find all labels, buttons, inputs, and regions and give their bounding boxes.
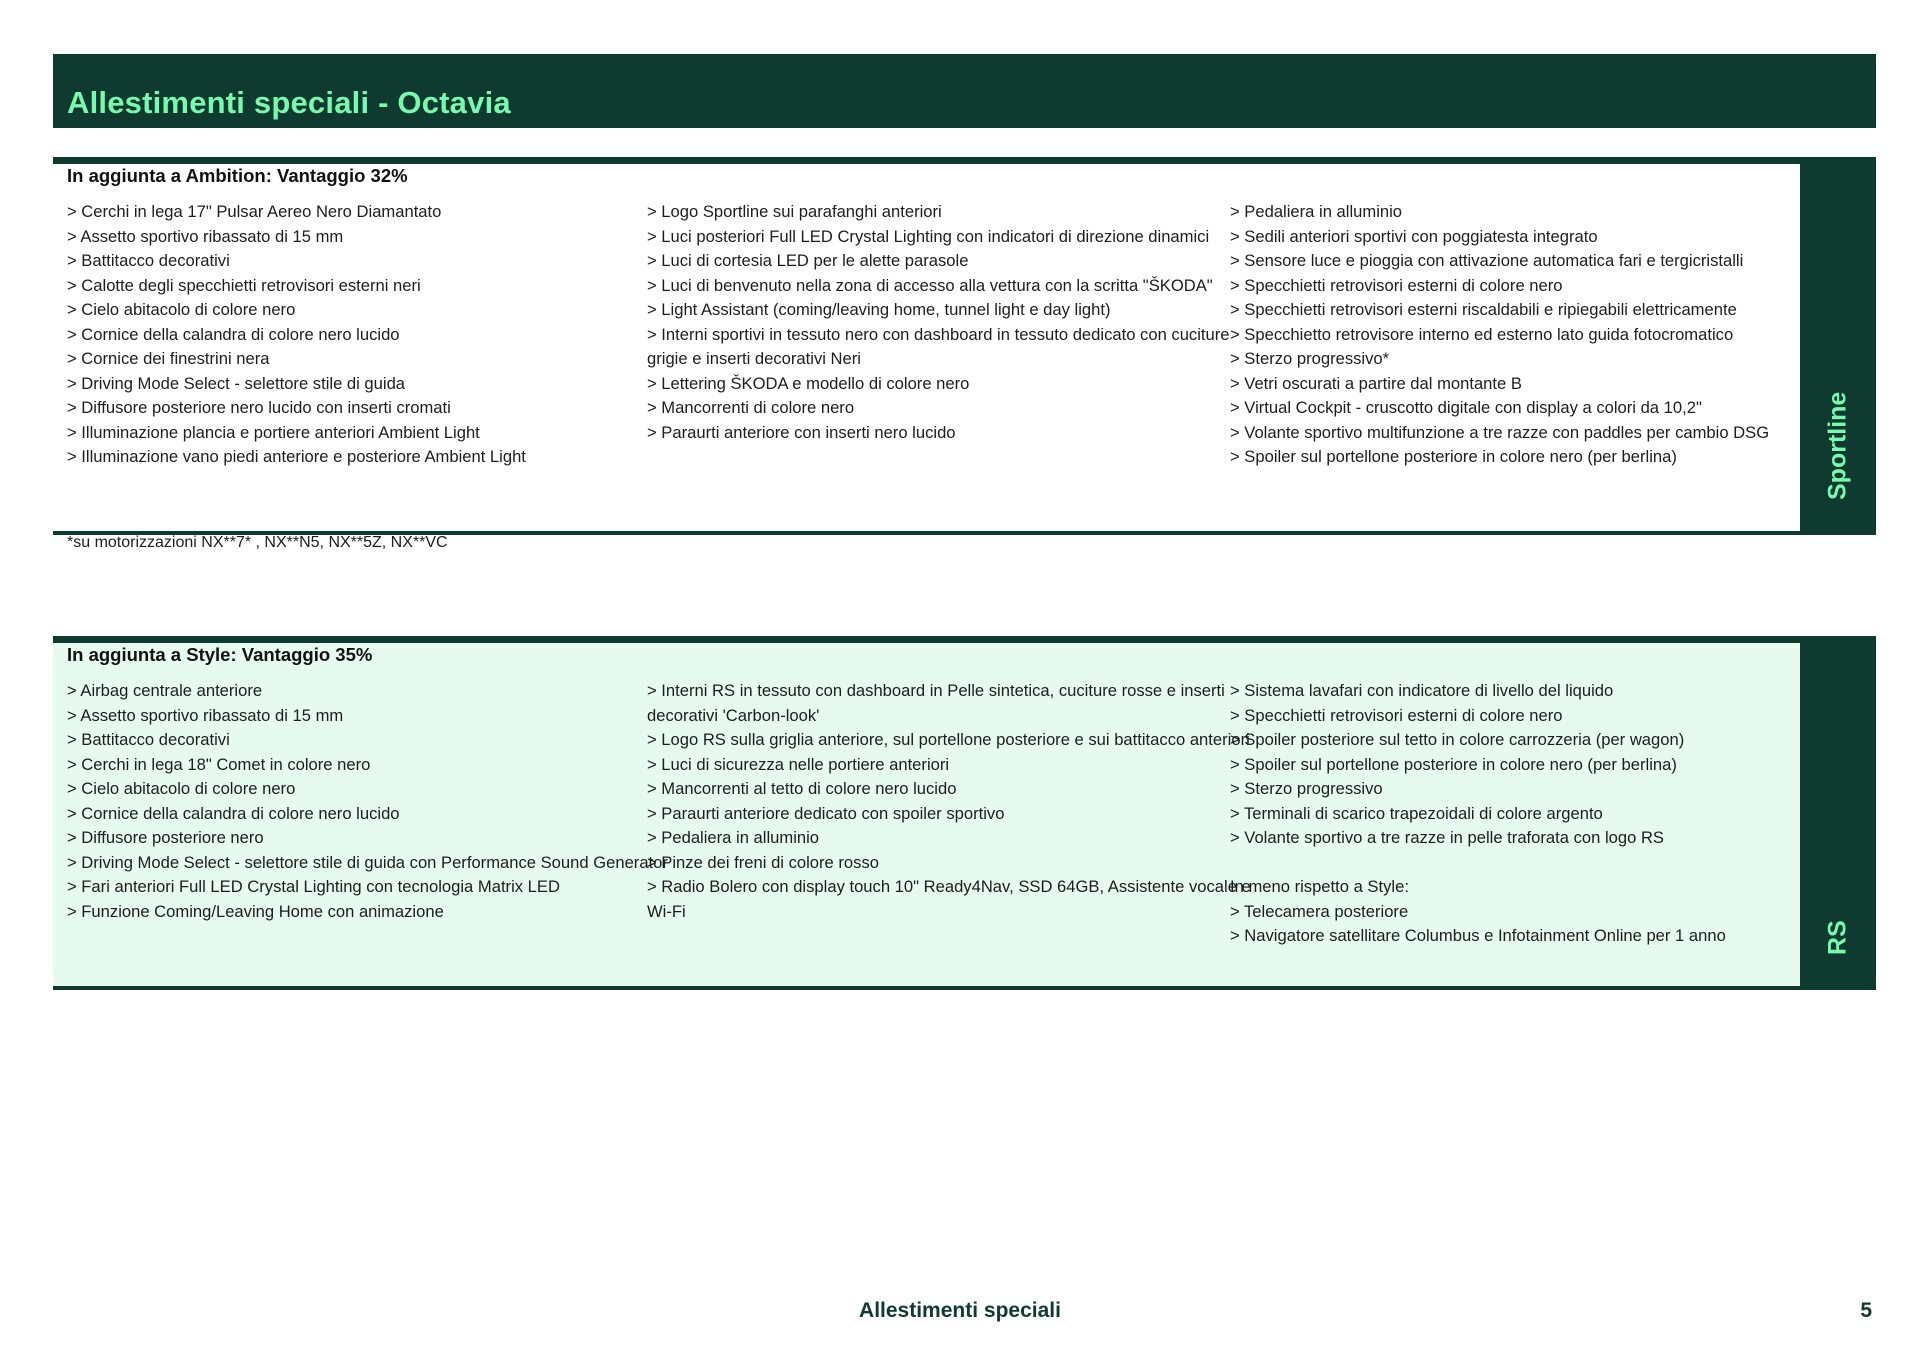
list-item: > Driving Mode Select - selettore stile di guida: [67, 373, 406, 393]
list-item: > Sensore luce e pioggia con attivazione automatica fari e tergicristalli: [1230, 251, 1744, 270]
list-item: > Fari anteriori Full LED Crystal Lighting con tecnologia Matrix LED: [67, 877, 560, 896]
list-item: > Sistema lavafari con indicatore di livello del liquido: [1230, 681, 1614, 700]
list-item: > Vetri oscurati a partire dal montante B: [1230, 373, 1522, 393]
footnote: *su motorizzazioni NX**7* , NX**N5, NX**5Z, NX**VC: [67, 534, 448, 551]
list-item: > Driving Mode Select - selettore stile di guida con Performance Sound Generator: [67, 852, 668, 872]
list-item: > Funzione Coming/Leaving Home con animazione: [67, 901, 444, 921]
sportline-column-3: [1230, 200, 1820, 470]
list-item: > Volante sportivo multifunzione a tre razze con paddles per cambio DSG: [1230, 422, 1770, 442]
list-item: > Illuminazione vano piedi anteriore e posteriore Ambient Light: [67, 447, 526, 466]
footer-title: Allestimenti speciali: [859, 1299, 1061, 1322]
list-item: > Assetto sportivo ribassato di 15 mm: [67, 705, 344, 725]
list-item: > Luci di sicurezza nelle portiere anteriori: [647, 754, 950, 774]
list-item: > Pinze dei freni di colore rosso: [647, 852, 879, 872]
list-item: > Specchietti retrovisori esterni di colore nero: [1230, 705, 1563, 725]
list-item: > Calotte degli specchietti retrovisori esterni neri: [67, 275, 421, 295]
page-number: 5: [1860, 1299, 1872, 1322]
list-item: > Specchietti retrovisori esterni di colore nero: [1230, 275, 1563, 295]
list-item: > Telecamera posteriore: [1230, 901, 1409, 921]
list-item: > Diffusore posteriore nero lucido con inserti cromati: [67, 398, 451, 417]
sportline-column-2: [647, 200, 1262, 445]
list-item: > Light Assistant (coming/leaving home, tunnel light e day light): [647, 300, 1111, 319]
list-item: > Logo RS sulla griglia anteriore, sul portellone posteriore e sui battitacco anteriori: [647, 730, 1250, 749]
list-item: > Battitacco decorativi: [67, 730, 230, 749]
sportline-tab-label: Sportline: [1823, 391, 1852, 500]
rs-column-1: [67, 679, 677, 924]
list-item: > Battitacco decorativi: [67, 251, 230, 270]
list-item: > Specchietti retrovisori esterni riscaldabili e ripiegabili elettricamente: [1230, 300, 1737, 319]
list-item: > Paraurti anteriore dedicato con spoiler sportivo: [647, 803, 1005, 823]
list-item: > Cielo abitacolo di colore nero: [67, 779, 296, 798]
list-item: > Paraurti anteriore con inserti nero lucido: [647, 422, 956, 442]
rs-heading: In aggiunta a Style: Vantaggio 35%: [67, 644, 373, 665]
list-item: > Cornice della calandra di colore nero lucido: [67, 324, 400, 344]
list-item: > Luci di cortesia LED per le alette parasole: [647, 251, 969, 270]
rs-side-tab: [1800, 636, 1876, 990]
sportline-panel: [53, 157, 1876, 535]
list-item: > Airbag centrale anteriore: [67, 681, 263, 700]
list-item: > Spoiler sul portellone posteriore in colore nero (per berlina): [1230, 447, 1677, 466]
list-item: > Sedili anteriori sportivi con poggiatesta integrato: [1230, 226, 1598, 246]
list-item: > Cerchi in lega 17" Pulsar Aereo Nero Diamantato: [67, 202, 442, 221]
list-item: > Cielo abitacolo di colore nero: [67, 300, 296, 319]
list-item: > Specchietto retrovisore interno ed esterno lato guida fotocromatico: [1230, 324, 1734, 344]
list-item: > Spoiler posteriore sul tetto in colore carrozzeria (per wagon): [1230, 730, 1685, 749]
list-item: > Interni RS in tessuto con dashboard in Pelle sintetica, cuciture rosse e inserti decorativi 'Carbon-look': [647, 681, 1225, 725]
list-item: > Cornice della calandra di colore nero lucido: [67, 803, 400, 823]
list-item: > Cornice dei finestrini nera: [67, 349, 270, 368]
list-item: > Navigatore satellitare Columbus e Infotainment Online per 1 anno: [1230, 926, 1726, 945]
list-item: > Pedaliera in alluminio: [647, 828, 820, 847]
sportline-column-1: [67, 200, 677, 470]
list-item: > Interni sportivi in tessuto nero con dashboard in tessuto dedicato con cuciture grigie e inserti decorativi Neri: [647, 324, 1230, 368]
list-item: > Assetto sportivo ribassato di 15 mm: [67, 226, 344, 246]
list-item: > Volante sportivo a tre razze in pelle traforata con logo RS: [1230, 828, 1664, 847]
minus-heading: In meno rispetto a Style:: [1230, 877, 1409, 896]
list-item: > Virtual Cockpit - cruscotto digitale con display a colori da 10,2": [1230, 398, 1702, 417]
sportline-heading: In aggiunta a Ambition: Vantaggio 32%: [67, 165, 408, 186]
list-item: > Terminali di scarico trapezoidali di colore argento: [1230, 803, 1603, 823]
rs-column-2: [647, 679, 1262, 924]
list-item: > Luci di benvenuto nella zona di accesso alla vettura con la scritta "ŠKODA": [647, 275, 1213, 295]
list-item: > Illuminazione plancia e portiere anteriori Ambient Light: [67, 422, 480, 442]
list-item: > Sterzo progressivo: [1230, 779, 1383, 798]
list-item: > Diffusore posteriore nero: [67, 828, 264, 847]
list-item: > Spoiler sul portellone posteriore in colore nero (per berlina): [1230, 754, 1677, 774]
title-bar: [53, 54, 1876, 128]
list-item: > Pedaliera in alluminio: [1230, 202, 1403, 221]
sportline-side-tab: [1800, 157, 1876, 535]
rs-column-3: [1230, 679, 1820, 949]
list-item: > Lettering ŠKODA e modello di colore nero: [647, 373, 970, 393]
list-item: > Sterzo progressivo*: [1230, 349, 1390, 368]
rs-panel: [53, 636, 1876, 990]
rs-tab-label: RS: [1823, 920, 1852, 955]
list-item: > Cerchi in lega 18" Comet in colore nero: [67, 754, 371, 774]
list-item: > Mancorrenti al tetto di colore nero lucido: [647, 779, 957, 798]
list-item: > Luci posteriori Full LED Crystal Lighting con indicatori di direzione dinamici: [647, 226, 1210, 246]
list-item: > Mancorrenti di colore nero: [647, 398, 855, 417]
page-title: Allestimenti speciali - Octavia: [67, 85, 511, 120]
list-item: > Radio Bolero con display touch 10" Ready4Nav, SSD 64GB, Assistente vocale e Wi-Fi: [647, 877, 1251, 921]
list-item: > Logo Sportline sui parafanghi anteriori: [647, 202, 942, 221]
